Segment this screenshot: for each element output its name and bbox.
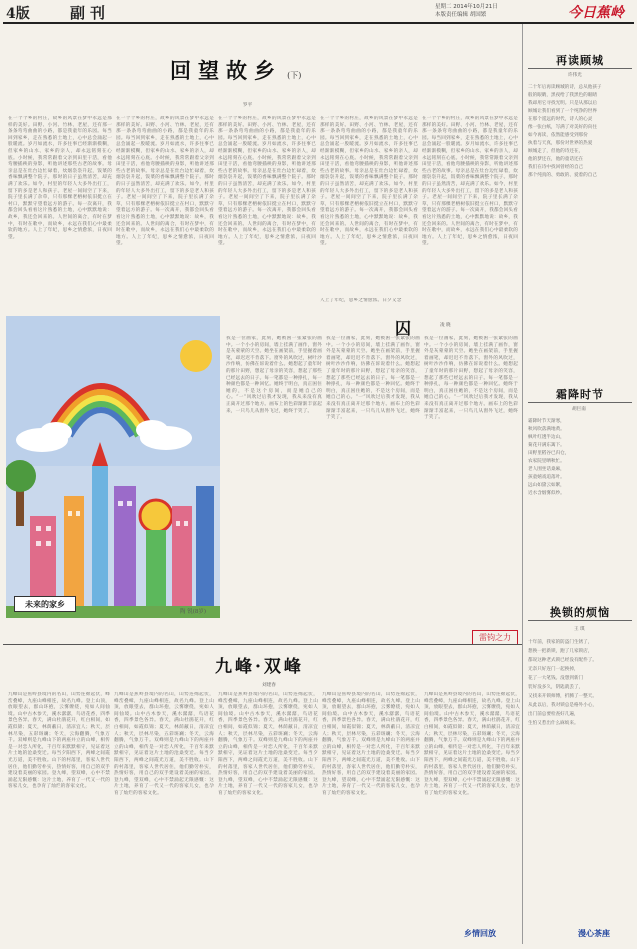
article1-column-1: 在一个个乡的村庄，故乡的风景在梦中永远是那样的美好。田野、小河、竹林、老屋，还有那一条条弯弯曲曲的小路，都是我童年的乐园。每当回到家乡，走在熟悉的土地上，心中总会涌起一股暖流。岁月如流水，许多往事已经渐渐模糊，但家乡的山水、家乡的亲人，却永远铭刻在心底。小时候，我常常跟着父亲到田里干活，看他弯腰插秧的身影，听他讲述那些古老的故事。母亲总是在灶台边忙碌着，炊烟袅袅升起，饭菜的香味飘满整个院子。那时的日子虽然清苦，却充满了欢乐。如今，村里的年轻人大多外出打工，留下的多是老人和孩子。老屋一间间空了下来，院子里长满了杂草，只有那棵老榕树依旧挺立在村口，默默守望着远方的游子。每一次离开，我都会回头看看这片熟悉的土地，心中默默地说：故乡，我还会回来的。人世间的离合，有时在梦中，有时在歌中，而故乡，永远在我们心中最柔软的地方。人上了年纪，思乡之情愈浓，日夜回望。 <box>8 116 112 240</box>
painting <box>6 316 220 618</box>
sidebar1-body <box>528 84 632 374</box>
sidebar1-title: 再读顾城 <box>556 54 604 67</box>
sidebar2-rule <box>528 402 632 403</box>
poem-line: 老人围坐话桑麻， <box>528 467 565 472</box>
poem-line: 花了一大笔钱。没想到新门 <box>528 676 584 681</box>
sidebar2-author: 胡巨南 <box>572 407 586 412</box>
date-line: 星期二 2014年10月21日 <box>435 4 498 10</box>
poem-line: 般的眼睛，黑夜给了我黑色的眼睛 <box>528 93 597 98</box>
poem-line: 我却用它寻找光明。只是从那以后 <box>528 101 597 106</box>
poem-line: 二十年后再读顾城的诗，总从他孩子 <box>528 85 602 90</box>
article3-column-1: 九峰山是蕉岭县境内的名山，山势连绵起伏，峰峦叠嶂，九座山峰相连，故名九峰。登上山顶，放眼望去，群山环抱，云雾缭绕，宛如人间仙境。山中古木参天，溪水潺潺，鸟语花香，四季景色各异。春天，满山杜鹃花开，红白相间，如霞似锦；夏天，林荫蔽日，清凉宜人；秋天，层林尽染，五彩斑斓；冬天，云海翻腾，气象万千。双峰则是九峰山下的两座并立的山峰，相传是一对恋人所化，千百年来默默相守，见证着这片土地的沧桑变迁。每当夕阳西下，两峰之间霞光万道，美不胜收。山下的村落里，客家人世代居住，他们勤劳朴实，热情好客，用自己的双手建设着美丽的家园。登九峰，望双峰，心中不禁涌起无限感慨：这片土地，养育了一代又一代的客家儿女，也孕育了灿烂的客家文化。 <box>8 692 110 790</box>
article2-column-1: 我是一位画家，此刻，她被困一张紧张的画中。一个小小的房间，墙上挂满了画作，窗外是灰蒙蒙的天空。她坐在画架前，手里握着画笔，却迟迟不肯落下。窗外的风吹过，树叶沙沙作响，仿佛在诉说着什么。她想起了童年时的那片田野，想起了母亲的笑容，想起了那些已经远去的日子。每一笔都是一种挣扎，每一种颜色都是一种回忆。她终于明白，真正困住她的，不是这个房间，而是她自己的心。“一”风吹过后我才发现，我从来没有真正离开过那个地方。画布上的色彩渐渐丰富起来，一只鸟儿从窗外飞过，她终于笑了。 <box>226 336 322 414</box>
sidebar3-body <box>528 638 632 922</box>
poem-line: 十年前，我家的防盗门生锈了， <box>528 640 593 645</box>
poem-line: 在那个遥远的时代，诗人的心灵 <box>528 117 593 122</box>
poem-line: 出门前总要检查好几遍， <box>528 712 579 717</box>
article1-column-4: 在一个个乡的村庄，故乡的风景在梦中永远是那样的美好。田野、小河、竹林、老屋，还有那一条条弯弯曲曲的小路，都是我童年的乐园。每当回到家乡，走在熟悉的土地上，心中总会涌起一股暖流。岁月如流水，许多往事已经渐渐模糊，但家乡的山水、家乡的亲人，却永远铭刻在心底。小时候，我常常跟着父亲到田里干活，看他弯腰插秧的身影，听他讲述那些古老的故事。母亲总是在灶台边忙碌着，炊烟袅袅升起，饭菜的香味飘满整个院子。那时的日子虽然清苦，却充满了欢乐。如今，村里的年轻人大多外出打工，留下的多是老人和孩子。老屋一间间空了下来，院子里长满了杂草，只有那棵老榕树依旧挺立在村口，默默守望着远方的游子。每一次离开，我都会回头看看这片熟悉的土地，心中默默地说：故乡，我还会回来的。人世间的离合，有时在梦中，有时在歌中，而故乡，永远在我们心中最柔软的地方。人上了年纪，思乡之情愈浓，日夜回望。 <box>320 116 418 247</box>
poem-line: 从此以后，我对锁总是格外小心， <box>528 703 597 708</box>
article1-column-2: 在一个个乡的村庄，故乡的风景在梦中永远是那样的美好。田野、小河、竹林、老屋，还有那一条条弯弯曲曲的小路，都是我童年的乐园。每当回到家乡，走在熟悉的土地上，心中总会涌起一股暖流。岁月如流水，许多往事已经渐渐模糊，但家乡的山水、家乡的亲人，却永远铭刻在心底。小时候，我常常跟着父亲到田里干活，看他弯腰插秧的身影，听他讲述那些古老的故事。母亲总是在灶台边忙碌着，炊烟袅袅升起，饭菜的香味飘满整个院子。那时的日子虽然清苦，却充满了欢乐。如今，村里的年轻人大多外出打工，留下的多是老人和孩子。老屋一间间空了下来，院子里长满了杂草，只有那棵老榕树依旧挺立在村口，默默守望着远方的游子。每一次离开，我都会回头看看这片熟悉的土地，心中默默地说：故乡，我还会回来的。人世间的离合，有时在梦中，有时在歌中，而故乡，永远在我们心中最柔软的地方。人上了年纪，思乡之情愈浓，日夜回望。 <box>116 116 214 247</box>
article3-column-3: 九峰山是蕉岭县境内的名山，山势连绵起伏，峰峦叠嶂，九座山峰相连，故名九峰。登上山顶，放眼望去，群山环抱，云雾缭绕，宛如人间仙境。山中古木参天，溪水潺潺，鸟语花香，四季景色各异。春天，满山杜鹃花开，红白相间，如霞似锦；夏天，林荫蔽日，清凉宜人；秋天，层林尽染，五彩斑斓；冬天，云海翻腾，气象万千。双峰则是九峰山下的两座并立的山峰，相传是一对恋人所化，千百年来默默相守，见证着这片土地的沧桑变迁。每当夕阳西下，两峰之间霞光万道，美不胜收。山下的村落里，客家人世代居住，他们勤劳朴实，热情好客，用自己的双手建设着美丽的家园。登九峰，望双峰，心中不禁涌起无限感慨：这片土地，养育了一代又一代的客家儿女，也孕育了灿烂的客家文化。 <box>218 692 318 796</box>
poem-line: 秋风吹落满地黄。 <box>528 427 565 432</box>
poem-line: 孩童嬉戏追落叶。 <box>528 475 565 480</box>
poem-line: 农家院里晒秋忙。 <box>528 459 565 464</box>
poem-line: 都说这种老式锁已经没有配件了。 <box>528 658 597 663</box>
sidebar3-tag: 漫心茶座 <box>578 928 610 938</box>
article2-column-3: 我是一位画家，此刻，她被困一张紧张的画中。一个小小的房间，墙上挂满了画作，窗外是灰蒙蒙的天空。她坐在画架前，手里握着画笔，却迟迟不肯落下。窗外的风吹过，树叶沙沙作响，仿佛在诉说着什么。她想起了童年时的那片田野，想起了母亲的笑容，想起了那些已经远去的日子。每一笔都是一种挣扎，每一种颜色都是一种回忆。她终于明白，真正困住她的，不是这个房间，而是她自己的心。“一”风吹过后我才发现，我从来没有真正离开过那个地方。画布上的色彩渐渐丰富起来，一只鸟儿从窗外飞过，她终于笑了。 <box>424 336 518 421</box>
poem-line: 又找来开锁师傅，折腾了一整天。 <box>528 694 597 699</box>
article2-title: 囚 <box>395 319 412 338</box>
article1-author: 罗平 <box>243 103 253 108</box>
poem-line: 如今再读，依然能感受到那份 <box>528 133 588 138</box>
poem-line: 田野里稻谷已归仓， <box>528 451 570 456</box>
article3-title: 九峰·双峰 <box>215 657 304 677</box>
poem-line: 执着与天真，那份对世界的热爱 <box>528 141 593 146</box>
poem-line: 想换一把新锁，跑了几家锁店， <box>528 649 593 654</box>
article1-column-5: 在一个个乡的村庄，故乡的风景在梦中永远是那样的美好。田野、小河、竹林、老屋，还有那一条条弯弯曲曲的小路，都是我童年的乐园。每当回到家乡，走在熟悉的土地上，心中总会涌起一股暖流。岁月如流水，许多往事已经渐渐模糊，但家乡的山水、家乡的亲人，却永远铭刻在心底。小时候，我常常跟着父亲到田里干活，看他弯腰插秧的身影，听他讲述那些古老的故事。母亲总是在灶台边忙碌着，炊烟袅袅升起，饭菜的香味飘满整个院子。那时的日子虽然清苦，却充满了欢乐。如今，村里的年轻人大多外出打工，留下的多是老人和孩子。老屋一间间空了下来，院子里长满了杂草，只有那棵老榕树依旧挺立在村口，默默守望着远方的游子。每一次离开，我都会回头看看这片熟悉的土地，心中默默地说：故乡，我还会回来的。人世间的离合，有时在梦中，有时在歌中，而故乡，永远在我们心中最柔软的地方。人上了年纪，思乡之情愈浓，日夜回望。 <box>422 116 518 247</box>
painting-illustration <box>6 316 220 618</box>
sidebar3-author: 王 琪 <box>574 627 585 632</box>
poem-line: 生怕又惹出什么麻烦来。 <box>528 721 579 726</box>
poem-line: 我们在诗中找回曾经的自己 <box>528 165 584 170</box>
poem-line: 霜降时节天渐寒， <box>528 419 565 424</box>
article2-column-2: 我是一位画家，此刻，她被困一张紧张的画中。一个小小的房间，墙上挂满了画作，窗外是灰蒙蒙的天空。她坐在画架前，手里握着画笔，却迟迟不肯落下。窗外的风吹过，树叶沙沙作响，仿佛在诉说着什么。她想起了童年时的那片田野，想起了母亲的笑容，想起了那些已经远去的日子。每一笔都是一种挣扎，每一种颜色都是一种回忆。她终于明白，真正困住她的，不是这个房间，而是她自己的心。“一”风吹过后我才发现，我从来没有真正离开过那个地方。画布上的色彩渐渐丰富起来，一只鸟儿从窗外飞过，她终于笑了。 <box>326 336 420 421</box>
poem-line: 菊花开满东篱下。 <box>528 443 565 448</box>
poem-line: 像一张白纸，写满了对美好的向往 <box>528 125 597 130</box>
article1-title: 回望故乡 <box>170 58 282 83</box>
section-title: 副刊 <box>70 4 111 22</box>
poem-line: 顾城让我们看到了一个纯净的世界 <box>528 109 597 114</box>
sidebar3-rule <box>528 620 632 621</box>
poem-line: 近水含烟雾似纱。 <box>528 491 565 496</box>
article3-column-4: 九峰山是蕉岭县境内的名山，山势连绵起伏，峰峦叠嶂，九座山峰相连，故名九峰。登上山顶，放眼望去，群山环抱，云雾缭绕，宛如人间仙境。山中古木参天，溪水潺潺，鸟语花香，四季景色各异。春天，满山杜鹃花开，红白相间，如霞似锦；夏天，林荫蔽日，清凉宜人；秋天，层林尽染，五彩斑斓；冬天，云海翻腾，气象万千。双峰则是九峰山下的两座并立的山峰，相传是一对恋人所化，千百年来默默相守，见证着这片土地的沧桑变迁。每当夕阳西下，两峰之间霞光万道，美不胜收。山下的村落里，客家人世代居住，他们勤劳朴实，热情好客，用自己的双手建设着美丽的家园。登九峰，望双峰，心中不禁涌起无限感慨：这片土地，养育了一代又一代的客家儿女，也孕育了灿烂的客家文化。 <box>322 692 420 796</box>
article1-subtitle: (下) <box>287 71 302 80</box>
sidebar2-body <box>528 418 632 582</box>
header-rule <box>3 22 634 24</box>
article3-tag: 乡情回放 <box>464 928 496 938</box>
newspaper-logo: 今日蕉岭 <box>568 5 624 21</box>
article3-column-2: 九峰山是蕉岭县境内的名山，山势连绵起伏，峰峦叠嶂，九座山峰相连，故名九峰。登上山顶，放眼望去，群山环抱，云雾缭绕，宛如人间仙境。山中古木参天，溪水潺潺，鸟语花香，四季景色各异。春天，满山杜鹃花开，红白相间，如霞似锦；夏天，林荫蔽日，清凉宜人；秋天，层林尽染，五彩斑斓；冬天，云海翻腾，气象万千。双峰则是九峰山下的两座并立的山峰，相传是一对恋人所化，千百年来默默相守，见证着这片土地的沧桑变迁。每当夕阳西下，两峰之间霞光万道，美不胜收。山下的村落里，客家人世代居住，他们勤劳朴实，热情好客，用自己的双手建设着美丽的家园。登九峰，望双峰，心中不禁涌起无限感慨：这片土地，养育了一代又一代的客家儿女，也孕育了灿烂的客家文化。 <box>114 692 214 796</box>
article1-column-3: 在一个个乡的村庄，故乡的风景在梦中永远是那样的美好。田野、小河、竹林、老屋，还有那一条条弯弯曲曲的小路，都是我童年的乐园。每当回到家乡，走在熟悉的土地上，心中总会涌起一股暖流。岁月如流水，许多往事已经渐渐模糊，但家乡的山水、家乡的亲人，却永远铭刻在心底。小时候，我常常跟着父亲到田里干活，看他弯腰插秧的身影，听他讲述那些古老的故事。母亲总是在灶台边忙碌着，炊烟袅袅升起，饭菜的香味飘满整个院子。那时的日子虽然清苦，却充满了欢乐。如今，村里的年轻人大多外出打工，留下的多是老人和孩子。老屋一间间空了下来，院子里长满了杂草，只有那棵老榕树依旧挺立在村口，默默守望着远方的游子。每一次离开，我都会回头看看这片熟悉的土地，心中默默地说：故乡，我还会回来的。人世间的离合，有时在梦中，有时在歌中，而故乡，永远在我们心中最柔软的地方。人上了年纪，思乡之情愈浓，日夜回望。 <box>218 116 316 247</box>
sidebar1-author: 许伟光 <box>568 73 582 78</box>
sidebar2-title: 霜降时节 <box>556 388 604 401</box>
painting-caption-title: 未来的家乡 <box>14 596 76 612</box>
article1-title-block <box>170 55 301 85</box>
header-info <box>435 3 555 19</box>
article2-author: 凌 晓 <box>440 323 451 328</box>
poem-line: 无奈只好连门一起换掉， <box>528 667 579 672</box>
article2-signature: 雷钧之力 <box>472 630 518 645</box>
sidebar3-title: 换锁的烦恼 <box>550 606 610 619</box>
poem-line: 枫叶红透半边山， <box>528 435 565 440</box>
editor-line: 本版责任编辑 胡国繁 <box>435 12 487 18</box>
poem-line: 那个纯真的、勇敢的、爱着的自己 <box>528 173 597 178</box>
poem-line: 远山如黛云如絮， <box>528 483 565 488</box>
painting-caption-author: 陶 锐(8岁) <box>180 609 207 615</box>
article3-author: 刘建春 <box>262 683 276 688</box>
sidebar-divider <box>522 24 523 944</box>
poem-line: 装好没多久，钥匙就丢了， <box>528 685 584 690</box>
article1-ending: 人上了年纪，思乡之情愈浓。日夕又念 <box>320 298 402 303</box>
article3-column-5: 九峰山是蕉岭县境内的名山，山势连绵起伏，峰峦叠嶂，九座山峰相连，故名九峰。登上山顶，放眼望去，群山环抱，云雾缭绕，宛如人间仙境。山中古木参天，溪水潺潺，鸟语花香，四季景色各异。春天，满山杜鹃花开，红白相间，如霞似锦；夏天，林荫蔽日，清凉宜人；秋天，层林尽染，五彩斑斓；冬天，云海翻腾，气象万千。双峰则是九峰山下的两座并立的山峰，相传是一对恋人所化，千百年来默默相守，见证着这片土地的沧桑变迁。每当夕阳西下，两峰之间霞光万道，美不胜收。山下的村落里，客家人世代居住，他们勤劳朴实，热情好客，用自己的双手建设着美丽的家园。登九峰，望双峰，心中不禁涌起无限感慨：这片土地，养育了一代又一代的客家儿女，也孕育了灿烂的客家文化。 <box>424 692 520 796</box>
poem-line: 他的梦还在，他的童话还在 <box>528 157 584 162</box>
page-number: 4版 <box>6 6 30 22</box>
poem-line: 顾城走了，但他的诗还在， <box>528 149 584 154</box>
sidebar1-rule <box>528 68 632 69</box>
article3-top-rule <box>3 644 522 645</box>
